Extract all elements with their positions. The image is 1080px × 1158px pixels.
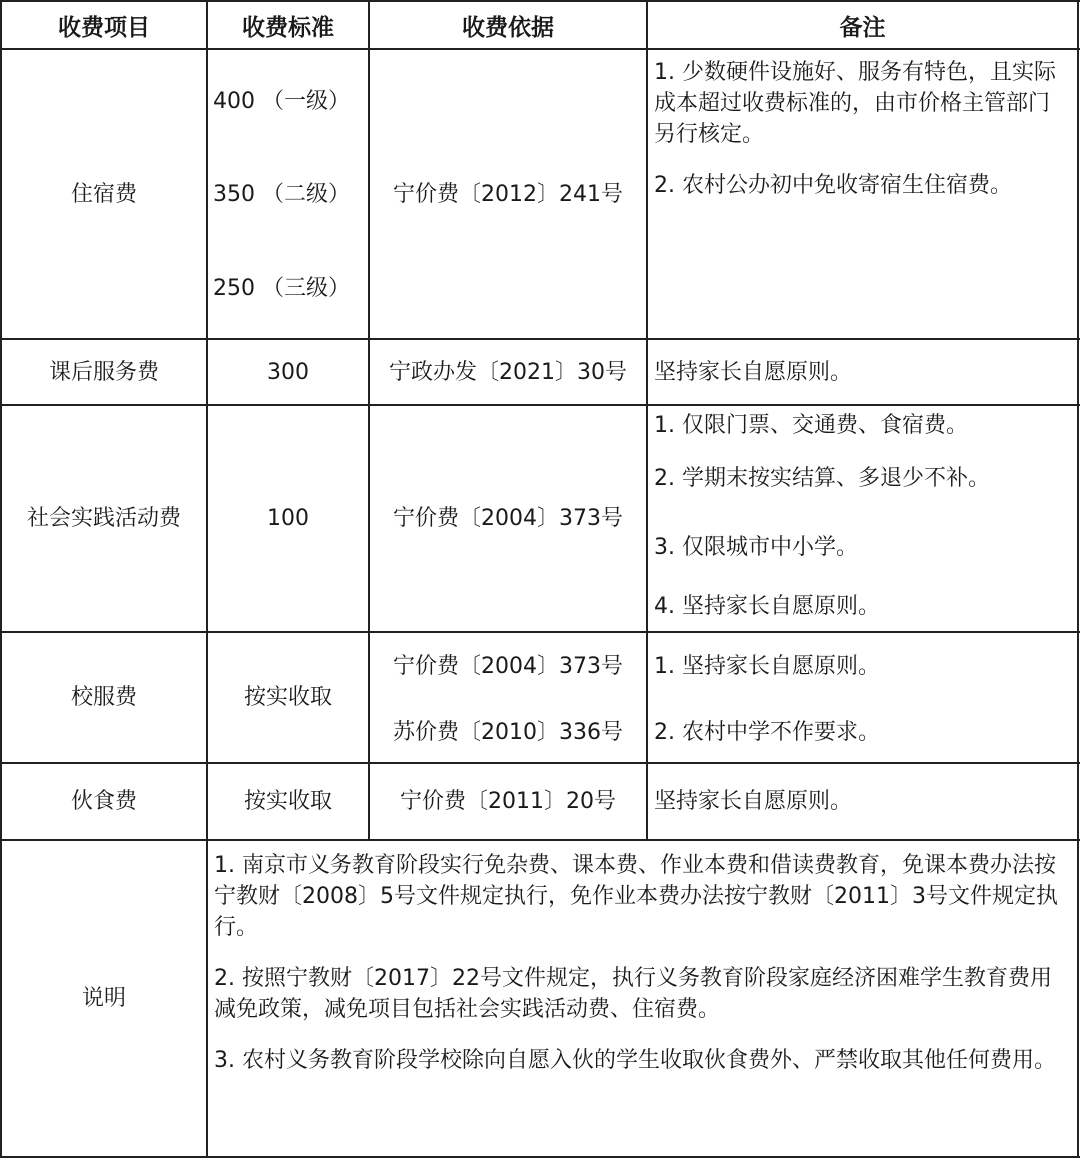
row-explanation-item: 说明 <box>81 986 126 1011</box>
header-fee-basis: 收费依据 <box>462 14 554 41</box>
table-border-right <box>1077 0 1079 1158</box>
row-accommodation-notes <box>648 50 1077 338</box>
row-accommodation-item: 住宿费 <box>70 181 137 207</box>
standard-level-2: 350 （二级） <box>213 182 350 207</box>
basis-doc: 宁价费〔2004〕373号 <box>393 654 623 679</box>
row-social-practice-item: 社会实践活动费 <box>26 506 181 531</box>
row-social-practice-notes <box>648 406 1077 631</box>
explanation-paragraph: 3. 农村义务教育阶段学校除向自愿入伙的学生收取伙食费外、严禁收取其他任何费用。 <box>214 1048 1056 1073</box>
explanation-paragraph: 2. 按照宁教财〔2017〕22号文件规定，执行义务教育阶段家庭经济困难学生教育费用减免政策，减免项目包括社会实践活动费、住宿费。 <box>214 966 1052 1022</box>
note-item: 1. 少数硬件设施好、服务有特色，且实际成本超过收费标准的，由市价格主管部门另行核定。 <box>654 60 1056 147</box>
note-item: 1. 坚持家长自愿原则。 <box>654 654 880 679</box>
row-after-school-basis: 宁政办发〔2021〕30号 <box>389 359 627 385</box>
row-uniform-basis <box>370 633 646 762</box>
row-accommodation-basis: 宁价费〔2012〕241号 <box>393 181 623 207</box>
row-meals-standard: 按实收取 <box>243 789 332 814</box>
row-after-school-item: 课后服务费 <box>48 359 159 385</box>
row-accommodation-standards <box>208 50 368 338</box>
header-fee-item: 收费项目 <box>58 14 150 41</box>
row-social-practice-basis: 宁价费〔2004〕373号 <box>393 506 623 531</box>
row-meals-note: 坚持家长自愿原则。 <box>654 789 853 814</box>
row-uniform-notes <box>648 633 1077 762</box>
header-remarks: 备注 <box>839 14 886 41</box>
row-uniform-standard: 按实收取 <box>243 685 332 710</box>
standard-level-3: 250 （三级） <box>213 276 350 301</box>
header-fee-standard: 收费标准 <box>242 14 334 41</box>
note-item: 4. 坚持家长自愿原则。 <box>654 594 880 619</box>
row-after-school-standard: 300 <box>267 359 309 385</box>
note-item: 2. 农村公办初中免收寄宿生住宿费。 <box>654 173 1012 198</box>
basis-doc: 苏价费〔2010〕336号 <box>393 720 623 745</box>
row-explanation-body <box>208 841 1077 1156</box>
note-item: 2. 学期末按实结算、多退少不补。 <box>654 466 990 491</box>
row-meals-basis: 宁价费〔2011〕20号 <box>400 789 616 814</box>
row-after-school-note: 坚持家长自愿原则。 <box>654 359 853 385</box>
note-item: 1. 仅限门票、交通费、食宿费。 <box>654 413 968 438</box>
row-social-practice-standard: 100 <box>267 506 309 531</box>
standard-level-1: 400 （一级） <box>213 89 350 114</box>
note-item: 3. 仅限城市中小学。 <box>654 535 858 560</box>
note-item: 2. 农村中学不作要求。 <box>654 720 880 745</box>
row-meals-item: 伙食费 <box>70 789 137 814</box>
explanation-paragraph: 1. 南京市义务教育阶段实行免杂费、课本费、作业本费和借读费教育，免课本费办法按宁教财〔2008〕5号文件规定执行，免作业本费办法按宁教财〔2011〕3号文件规定执行。 <box>214 853 1058 940</box>
row-uniform-item: 校服费 <box>70 685 137 710</box>
